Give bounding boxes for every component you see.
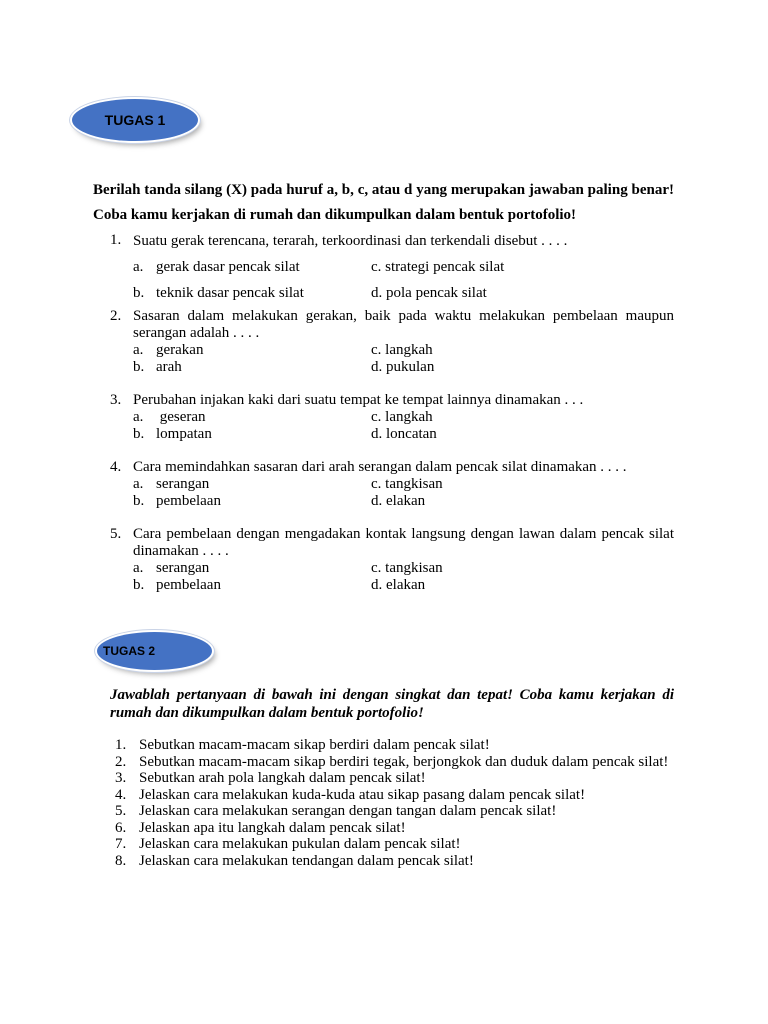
- option-c: c. strategi pencak silat: [371, 259, 505, 275]
- answer-options: [133, 258, 674, 303]
- question-text: Cara pembelaan dengan mengadakan kontak langsung dengan lawan dalam pencak silat dinamakan . . . .: [133, 526, 674, 559]
- list-item: 8. Jelaskan cara melakukan tendangan dalam pencak silat!: [115, 852, 474, 869]
- question-text: Perubahan injakan kaki dari suatu tempat ke tempat lainnya dinamakan . . .: [133, 392, 584, 408]
- question-text: Cara memindahkan sasaran dari arah serangan dalam pencak silat dinamakan . . . .: [133, 459, 627, 475]
- list-item: 2. Sebutkan macam-macam sikap berdiri tegak, berjongkok dan duduk dalam pencak silat!: [115, 753, 669, 770]
- tugas-1-badge-label: TUGAS 1: [104, 112, 166, 128]
- option-d: d. elakan: [371, 493, 426, 509]
- option-a: a. geseran: [133, 409, 206, 425]
- tugas-1-question-4: [93, 459, 674, 510]
- question-text: Sasaran dalam melakukan gerakan, baik pada waktu melakukan pembelaan maupun serangan adalah . . . .: [133, 308, 674, 341]
- option-b: b. lompatan: [133, 426, 212, 442]
- option-c: c. tangkisan: [371, 560, 443, 576]
- option-d: d. elakan: [371, 577, 426, 593]
- list-item: 1. Sebutkan macam-macam sikap berdiri dalam pencak silat!: [115, 737, 490, 753]
- question-number: 4.: [110, 459, 122, 475]
- tugas-1-question-2: [93, 308, 674, 376]
- question-number: 3.: [110, 392, 122, 408]
- answer-options: [133, 476, 674, 510]
- option-c: c. tangkisan: [371, 476, 443, 492]
- option-d: d. pukulan: [371, 359, 435, 375]
- answer-options: [133, 342, 674, 376]
- tugas-1-question-1: [93, 232, 674, 303]
- list-item: 4. Jelaskan cara melakukan kuda-kuda atau sikap pasang dalam pencak silat!: [115, 786, 586, 803]
- answer-options: [133, 409, 674, 443]
- option-d: d. pola pencak silat: [371, 285, 487, 301]
- list-item: 6. Jelaskan apa itu langkah dalam pencak silat!: [115, 819, 406, 836]
- option-a: a. serangan: [133, 476, 210, 492]
- option-c: c. langkah: [371, 342, 433, 358]
- option-b: b. pembelaan: [133, 493, 221, 509]
- tugas-2-instruction: Jawablah pertanyaan di bawah ini dengan singkat dan tepat! Coba kamu kerjakan di rumah dan dikumpulkan dalam bentuk portofolio!: [110, 687, 674, 721]
- option-c: c. langkah: [371, 409, 433, 425]
- tugas-1-instruction: Berilah tanda silang (X) pada huruf a, b, c, atau d yang merupakan jawaban paling benar! Coba kamu kerjakan di rumah dan dikumpulkan dalam bentuk portofolio!: [93, 182, 674, 223]
- option-a: a. serangan: [133, 560, 210, 576]
- option-b: b. pembelaan: [133, 577, 221, 593]
- tugas-1-question-5: [93, 526, 674, 594]
- option-b: b. arah: [133, 359, 182, 375]
- list-item: 5. Jelaskan cara melakukan serangan dengan tangan dalam pencak silat!: [115, 803, 557, 819]
- answer-options: [133, 560, 674, 594]
- tugas-2-badge: [97, 632, 212, 670]
- option-a: a. gerakan: [133, 342, 204, 358]
- list-item: 3. Sebutkan arah pola langkah dalam pencak silat!: [115, 770, 426, 786]
- tugas-2-question-list: [110, 737, 674, 869]
- question-number: 5.: [110, 526, 122, 542]
- list-item: 7. Jelaskan cara melakukan pukulan dalam pencak silat!: [115, 836, 461, 852]
- tugas-1-question-3: [93, 392, 674, 443]
- tugas-1-badge: [72, 99, 198, 141]
- question-number: 2.: [110, 308, 122, 324]
- option-d: d. loncatan: [371, 426, 437, 442]
- option-a: a. gerak dasar pencak silat: [133, 259, 300, 275]
- question-number: 1.: [110, 232, 122, 248]
- option-b: b. teknik dasar pencak silat: [133, 285, 304, 301]
- tugas-2-badge-label: TUGAS 2: [103, 644, 156, 658]
- question-text: Suatu gerak terencana, terarah, terkoordinasi dan terkendali disebut . . . .: [133, 233, 568, 249]
